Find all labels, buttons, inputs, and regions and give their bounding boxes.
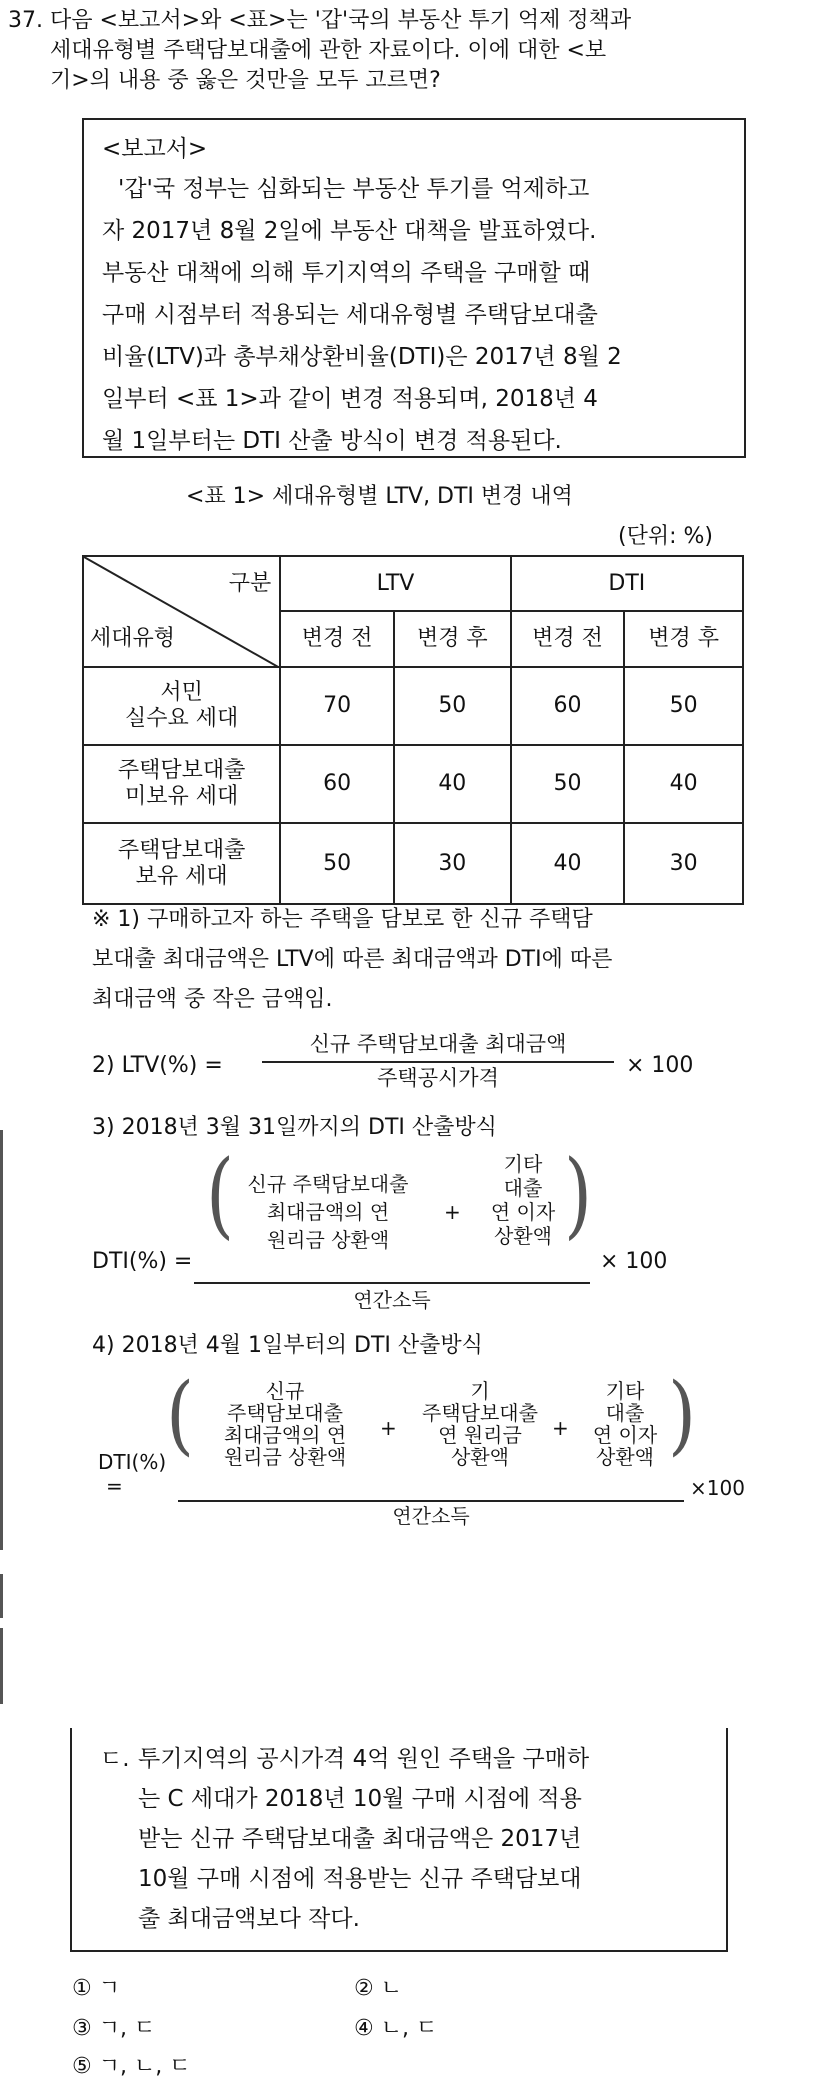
table-unit: (단위: %) — [618, 524, 713, 549]
note-1-line-1: ※ 1) 구매하고자 하는 주택을 담보로 한 신규 주택담 — [92, 907, 593, 932]
dti-new-plus-1: + — [380, 1416, 397, 1440]
option-2[interactable]: ② ㄴ — [354, 1976, 402, 2001]
right-paren: ) — [564, 1139, 593, 1249]
report-line-7: 월 1일부터는 DTI 산출 방식이 변경 적용된다. — [102, 428, 562, 454]
left-paren: ( — [166, 1363, 195, 1465]
dti-new-term-2: 기 주택담보대출 연 원리금 상환액 — [422, 1379, 538, 1469]
table-cell: 60 — [280, 745, 394, 823]
header-dti: DTI — [511, 556, 743, 611]
report-line-5: 비율(LTV)과 총부채상환비율(DTI)은 2017년 8월 2 — [102, 344, 622, 370]
left-margin-bar — [0, 1574, 3, 1618]
note-1-line-2: 보대출 최대금액은 LTV에 따른 최대금액과 DTI에 따른 — [92, 947, 613, 972]
ltv-denominator: 주택공시가격 — [377, 1066, 499, 1090]
note-3-title: 3) 2018년 3월 31일까지의 DTI 산출방식 — [92, 1115, 497, 1140]
table-cell: 50 — [624, 667, 743, 745]
question-text-line-2: 세대유형별 주택담보대출에 관한 자료이다. 이에 대한 <보 — [50, 38, 607, 63]
row-label: 주택담보대출 보유 세대 — [83, 823, 280, 904]
bogi-marker: ㄷ. — [100, 1746, 130, 1772]
report-title: <보고서> — [102, 136, 208, 162]
ltv-fraction-bar — [262, 1061, 614, 1063]
option-4[interactable]: ④ ㄴ, ㄷ — [354, 2016, 438, 2041]
dti-old-term-1: 신규 주택담보대출 최대금액의 연 원리금 상환액 — [247, 1172, 409, 1252]
table-cell: 40 — [624, 745, 743, 823]
dti-new-term-1: 신규 주택담보대출 최대금액의 연 원리금 상환액 — [223, 1379, 347, 1469]
corner-label-top: 구분 — [228, 571, 272, 596]
ltv-formula-label: 2) LTV(%) = — [92, 1053, 223, 1078]
table-cell: 40 — [511, 823, 625, 904]
table-cell: 70 — [280, 667, 394, 745]
table-cell: 50 — [280, 823, 394, 904]
report-line-2: 자 2017년 8월 2일에 부동산 대책을 발표하였다. — [102, 218, 597, 244]
dti-old-denominator: 연간소득 — [353, 1288, 431, 1312]
bogi-line-5: 출 최대금액보다 작다. — [138, 1906, 360, 1932]
option-5[interactable]: ⑤ ㄱ, ㄴ, ㄷ — [72, 2054, 191, 2079]
table-cell: 30 — [624, 823, 743, 904]
corner-label-bottom: 세대유형 — [90, 626, 176, 651]
dti-new-plus-2: + — [552, 1416, 569, 1440]
left-margin-bar — [0, 1130, 3, 1550]
table-cell: 60 — [511, 667, 625, 745]
question-number: 37. — [8, 8, 43, 33]
table-row — [83, 667, 743, 745]
bogi-line-3: 받는 신규 주택담보대출 최대금액은 2017년 — [138, 1826, 582, 1852]
row-label: 주택담보대출 미보유 세대 — [83, 745, 280, 823]
row-label: 서민 실수요 세대 — [83, 667, 280, 745]
ltv-times-100: × 100 — [626, 1053, 694, 1078]
table-cell: 40 — [394, 745, 511, 823]
ltv-numerator: 신규 주택담보대출 최대금액 — [309, 1032, 567, 1056]
report-line-1: '갑'국 정부는 심화되는 부동산 투기를 억제하고 — [118, 176, 590, 202]
header-ltv: LTV — [280, 556, 510, 611]
table-cell: 50 — [394, 667, 511, 745]
bogi-line-2: 는 C 세대가 2018년 10월 구매 시점에 적용 — [138, 1786, 582, 1812]
dti-old-label: DTI(%) = — [92, 1249, 193, 1274]
note-4-title: 4) 2018년 4월 1일부터의 DTI 산출방식 — [92, 1333, 483, 1358]
table-cell: 50 — [511, 745, 625, 823]
dti-new-fraction-bar — [178, 1500, 684, 1502]
right-paren: ) — [668, 1363, 697, 1465]
dti-old-term-2: 기타 대출 연 이자 상환액 — [490, 1152, 556, 1248]
report-line-6: 일부터 <표 1>과 같이 변경 적용되며, 2018년 4 — [102, 386, 598, 412]
table-corner-cell — [83, 556, 280, 667]
option-3[interactable]: ③ ㄱ, ㄷ — [72, 2016, 156, 2041]
subheader-dti-before: 변경 전 — [511, 611, 625, 667]
note-1-line-3: 최대금액 중 작은 금액임. — [92, 987, 333, 1012]
report-line-3: 부동산 대책에 의해 투기지역의 주택을 구매할 때 — [102, 260, 591, 286]
left-margin-bar — [0, 1628, 3, 1704]
table-row — [83, 823, 743, 904]
question-text-line-1: 다음 <보고서>와 <표>는 '갑'국의 부동산 투기 억제 정책과 — [50, 8, 632, 33]
dti-new-label: DTI(%) — [98, 1450, 167, 1474]
dti-new-denominator: 연간소득 — [392, 1504, 470, 1528]
ltv-dti-table — [82, 555, 744, 905]
table-row — [83, 745, 743, 823]
subheader-dti-after: 변경 후 — [624, 611, 743, 667]
subheader-ltv-after: 변경 후 — [394, 611, 511, 667]
table-title: <표 1> 세대유형별 LTV, DTI 변경 내역 — [186, 484, 573, 509]
subheader-ltv-before: 변경 전 — [280, 611, 394, 667]
bogi-line-4: 10월 구매 시점에 적용받는 신규 주택담보대 — [138, 1866, 582, 1892]
bogi-line-1: 투기지역의 공시가격 4억 원인 주택을 구매하 — [138, 1746, 590, 1772]
dti-new-equals: = — [106, 1474, 123, 1498]
left-paren: ( — [206, 1139, 235, 1249]
report-line-4: 구매 시점부터 적용되는 세대유형별 주택담보대출 — [102, 302, 598, 328]
dti-old-plus: + — [444, 1200, 461, 1224]
dti-old-fraction-bar — [194, 1282, 590, 1284]
question-text-line-3: 기>의 내용 중 옳은 것만을 모두 고르면? — [50, 68, 441, 93]
dti-new-times-100: ×100 — [690, 1476, 745, 1500]
dti-old-times-100: × 100 — [600, 1249, 668, 1274]
table-cell: 30 — [394, 823, 511, 904]
dti-new-term-3: 기타 대출 연 이자 상환액 — [592, 1379, 658, 1469]
option-1[interactable]: ① ㄱ — [72, 1976, 120, 2001]
